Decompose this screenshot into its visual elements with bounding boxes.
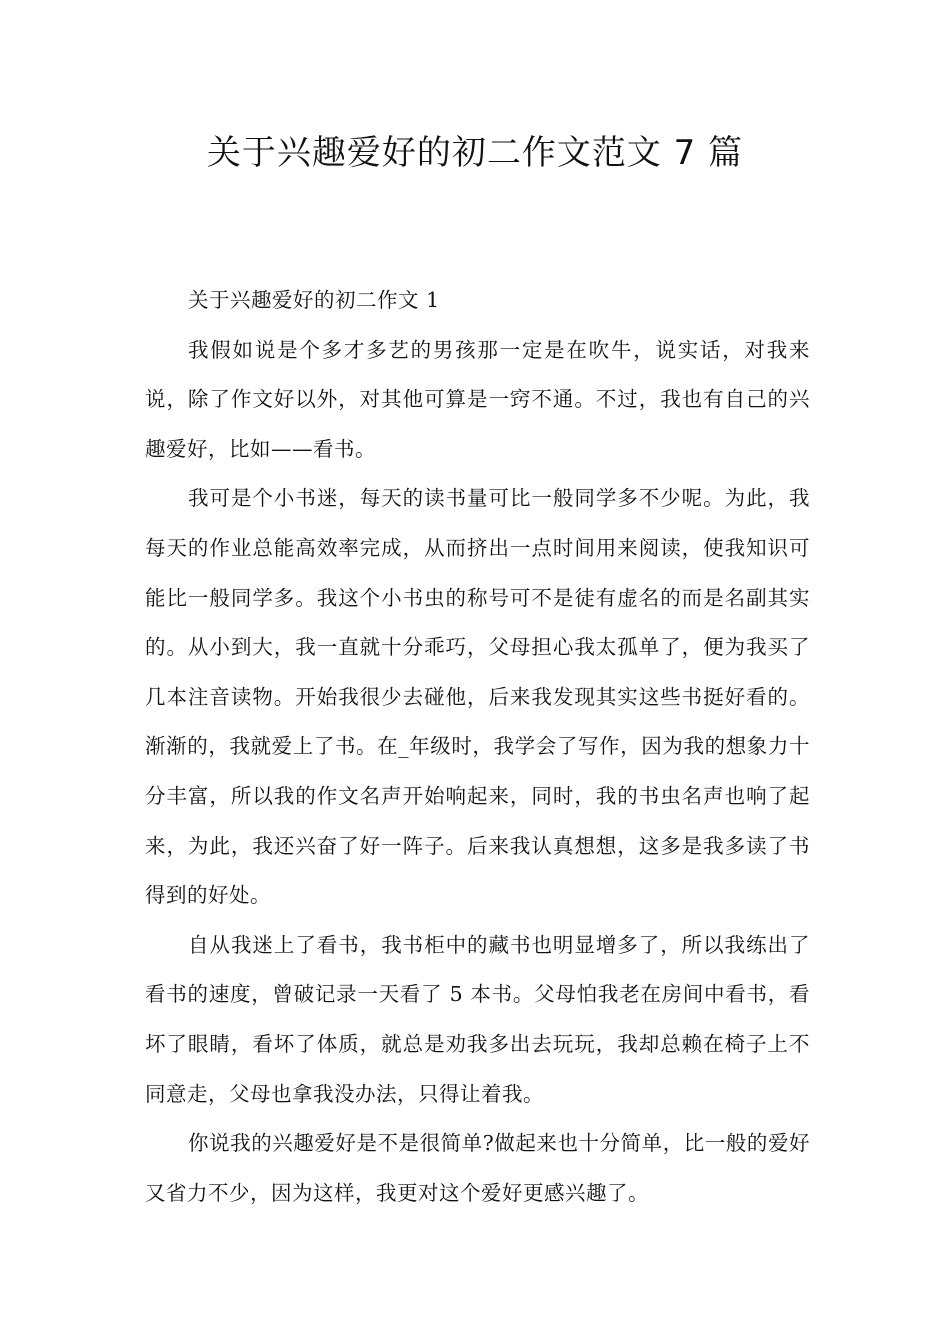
- document-title: 关于兴趣爱好的初二作文范文 7 篇: [206, 133, 744, 173]
- section-heading: 关于兴趣爱好的初二作文 1: [188, 288, 440, 312]
- paragraph: 你说我的兴趣爱好是不是很简单?做起来也十分简单，比一般的爱好又省力不少，因为这样，我更对这个爱好更感兴趣了。: [145, 1131, 810, 1205]
- document-body: [145, 276, 810, 1218]
- paragraph: 自从我迷上了看书，我书柜中的藏书也明显增多了，所以我练出了看书的速度，曾破记录一天看了 5 本书。父母怕我老在房间中看书，看坏了眼睛，看坏了体质，就总是劝我多出去玩玩，我却总赖在椅子上不同意走，父母也拿我没办法，只得让着我。: [145, 932, 810, 1106]
- paragraph: 我假如说是个多才多艺的男孩那一定是在吹牛，说实话，对我来说，除了作文好以外，对其他可算是一窍不通。不过，我也有自己的兴趣爱好，比如——看书。: [145, 337, 810, 461]
- paragraph: 我可是个小书迷，每天的读书量可比一般同学多不少呢。为此，我每天的作业总能高效率完成，从而挤出一点时间用来阅读，使我知识可能比一般同学多。我这个小书虫的称号可不是徒有虚名的而是名副其实的。从小到大，我一直就十分乖巧，父母担心我太孤单了，便为我买了几本注音读物。开始我很少去碰他，后来我发现其实这些书挺好看的。渐渐的，我就爱上了书。在_年级时，我学会了写作，因为我的想象力十分丰富，所以我的作文名声开始响起来，同时，我的书虫名声也响了起来，为此，我还兴奋了好一阵子。后来我认真想想，这多是我多读了书得到的好处。: [145, 486, 810, 908]
